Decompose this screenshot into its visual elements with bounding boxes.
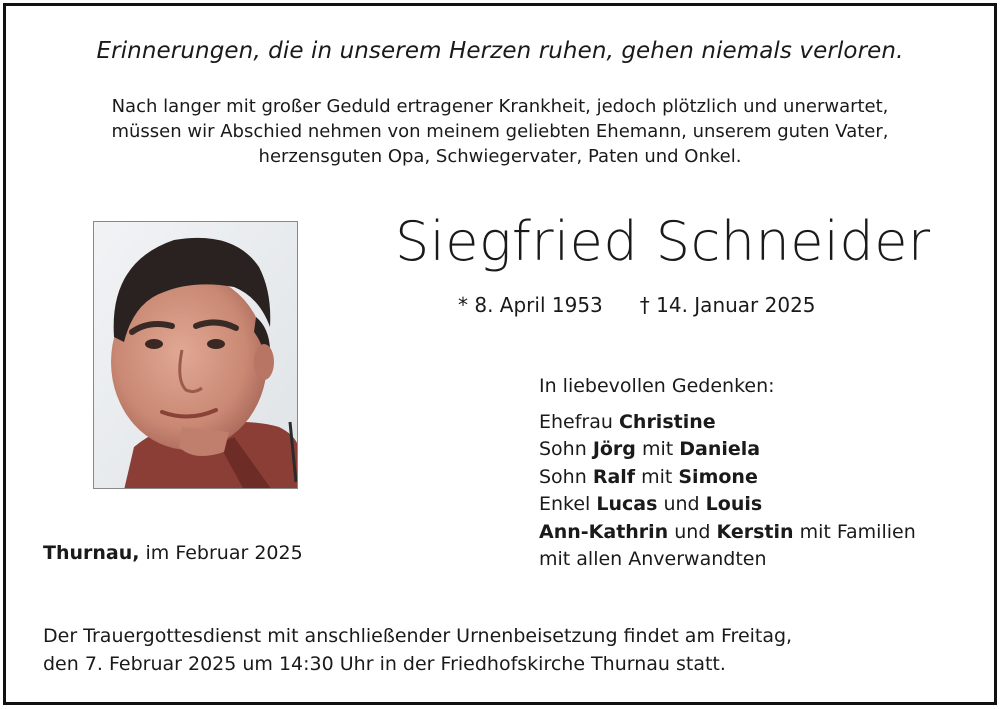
connector-text: mit Familien bbox=[793, 520, 916, 543]
mourner-name: Ann-Kathrin bbox=[539, 520, 669, 543]
mourner-name: Kerstin bbox=[716, 520, 794, 543]
life-dates bbox=[458, 293, 816, 317]
connector-text: mit bbox=[635, 438, 680, 460]
publication-date: im Februar 2025 bbox=[139, 542, 303, 564]
intro-line: herzensguten Opa, Schwiegervater, Paten und Onkel. bbox=[258, 146, 742, 167]
portrait-photo bbox=[93, 221, 298, 489]
relation-label: Enkel bbox=[539, 493, 597, 515]
connector-text: und bbox=[657, 493, 706, 515]
mourners-heading: In liebevollen Gedenken: bbox=[539, 375, 775, 397]
mourner-name: Louis bbox=[705, 493, 763, 515]
mourner-name: Jörg bbox=[592, 438, 636, 460]
mourner-name: Simone bbox=[678, 465, 758, 488]
connector-text: und bbox=[668, 520, 717, 543]
intro-text bbox=[0, 94, 1000, 169]
intro-line: müssen wir Abschied nehmen von meinem geliebten Ehemann, unserem guten Vater, bbox=[111, 121, 889, 142]
mourners-list bbox=[539, 373, 916, 574]
mourner-name: Ralf bbox=[592, 465, 636, 488]
motto-quote: Erinnerungen, die in unserem Herzen ruhen, gehen niemals verloren. bbox=[96, 38, 904, 64]
service-notice bbox=[43, 622, 792, 678]
death-date: † 14. Januar 2025 bbox=[639, 293, 816, 317]
mourner-line bbox=[539, 491, 916, 519]
place-and-date bbox=[43, 542, 303, 564]
mourner-line bbox=[539, 436, 916, 464]
relation-label: Ehefrau bbox=[539, 410, 619, 433]
mourner-line bbox=[539, 409, 916, 437]
service-line: Der Trauergottesdienst mit anschließender Urnenbeisetzung findet am Freitag, bbox=[43, 625, 793, 647]
birth-date: * 8. April 1953 bbox=[458, 293, 603, 317]
service-line: den 7. Februar 2025 um 14:30 Uhr in der Friedhofskirche Thurnau statt. bbox=[43, 653, 726, 675]
relation-label: Sohn bbox=[539, 438, 593, 460]
mourner-line: mit allen Anverwandten bbox=[539, 548, 767, 570]
mourner-line bbox=[539, 464, 916, 492]
town-name: Thurnau, bbox=[43, 542, 140, 564]
mourner-name: Christine bbox=[618, 410, 716, 433]
connector-text: mit bbox=[635, 465, 679, 488]
intro-line: Nach langer mit großer Geduld ertragener Krankheit, jedoch plötzlich und unerwartet, bbox=[111, 96, 889, 117]
relation-label: Sohn bbox=[539, 465, 593, 488]
mourner-name: Daniela bbox=[679, 438, 761, 460]
mourner-line bbox=[539, 519, 916, 547]
deceased-name: Siegfried Schneider bbox=[395, 210, 931, 273]
portrait-image bbox=[94, 222, 298, 489]
mourner-name: Lucas bbox=[596, 493, 658, 515]
